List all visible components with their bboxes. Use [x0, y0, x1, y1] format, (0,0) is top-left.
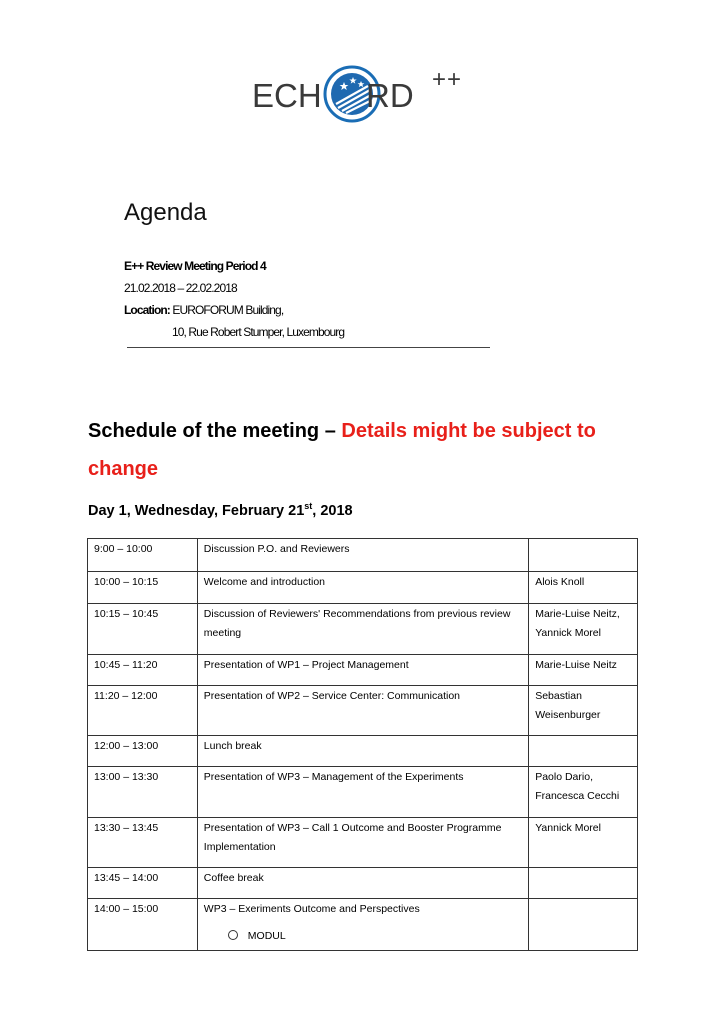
time-cell: 14:00 – 15:00: [88, 899, 198, 951]
speaker-cell: [529, 868, 638, 899]
topic-cell: Presentation of WP3 – Call 1 Outcome and Booster Programme Implementation: [197, 818, 528, 868]
speaker-cell: Yannick Morel: [529, 818, 638, 868]
time-cell: 13:45 – 14:00: [88, 868, 198, 899]
meeting-location: [124, 302, 283, 318]
location-line1: EUROFORUM Building,: [169, 303, 284, 317]
meeting-dates: 21.02.2018 – 22.02.2018: [124, 281, 237, 295]
table-row: [88, 736, 638, 767]
speaker-cell: [529, 539, 638, 572]
topic-cell: Presentation of WP1 – Project Management: [197, 655, 528, 686]
table-row: [88, 655, 638, 686]
logo-superscript: ++: [432, 66, 463, 93]
speaker-cell: Marie-Luise Neitz: [529, 655, 638, 686]
schedule-heading-warning: Details might be subject to change: [88, 420, 596, 480]
speaker-cell: Marie-Luise Neitz, Yannick Morel: [529, 604, 638, 655]
divider: [127, 347, 490, 348]
table-row: [88, 868, 638, 899]
topic-cell: Presentation of WP3 – Management of the Experiments: [197, 767, 528, 818]
time-cell: 13:00 – 13:30: [88, 767, 198, 818]
time-cell: 13:30 – 13:45: [88, 818, 198, 868]
topic-cell: Lunch break: [197, 736, 528, 767]
day-heading: [88, 500, 353, 522]
sub-list-item: [204, 927, 522, 946]
circle-bullet-icon: [228, 930, 238, 940]
schedule-heading: [88, 412, 648, 488]
day-heading-prefix: Day 1, Wednesday, February 21: [88, 503, 305, 519]
echord-logo: [252, 62, 468, 132]
topic-cell: Discussion P.O. and Reviewers: [197, 539, 528, 572]
table-row: [88, 572, 638, 604]
schedule-heading-text: Schedule of the meeting –: [88, 420, 342, 442]
time-cell: 12:00 – 13:00: [88, 736, 198, 767]
time-cell: 10:45 – 11:20: [88, 655, 198, 686]
day-heading-sup: st: [304, 501, 313, 512]
day-heading-suffix: , 2018: [312, 503, 353, 519]
table-row: [88, 686, 638, 736]
table-row: [88, 767, 638, 818]
topic-cell: [197, 899, 528, 951]
speaker-cell: Alois Knoll: [529, 572, 638, 604]
topic-cell: Coffee break: [197, 868, 528, 899]
table-row: [88, 818, 638, 868]
topic-cell: Discussion of Reviewers' Recommendations from previous review meeting: [197, 604, 528, 655]
table-row: [88, 539, 638, 572]
speaker-cell: Paolo Dario, Francesca Cecchi: [529, 767, 638, 818]
time-cell: 10:15 – 10:45: [88, 604, 198, 655]
time-cell: 11:20 – 12:00: [88, 686, 198, 736]
time-cell: 9:00 – 10:00: [88, 539, 198, 572]
table-row: [88, 899, 638, 951]
topic-cell: Presentation of WP2 – Service Center: Communication: [197, 686, 528, 736]
logo-text-right: RD: [366, 77, 414, 114]
speaker-cell: [529, 736, 638, 767]
table-row: [88, 604, 638, 655]
location-label: Location:: [124, 303, 170, 317]
meeting-name: E++ Review Meeting Period 4: [124, 259, 266, 273]
speaker-cell: [529, 899, 638, 951]
page-title: Agenda: [124, 199, 207, 226]
logo-text-left: ECH: [252, 77, 322, 114]
topic-text: WP3 – Exeriments Outcome and Perspectives: [203, 903, 420, 915]
sub-item-label: MODUL: [247, 930, 286, 942]
location-address: 10, Rue Robert Stumper, Luxembourg: [172, 325, 345, 339]
time-cell: 10:00 – 10:15: [88, 572, 198, 604]
schedule-table: [87, 538, 638, 951]
topic-cell: Welcome and introduction: [197, 572, 528, 604]
speaker-cell: Sebastian Weisenburger: [529, 686, 638, 736]
